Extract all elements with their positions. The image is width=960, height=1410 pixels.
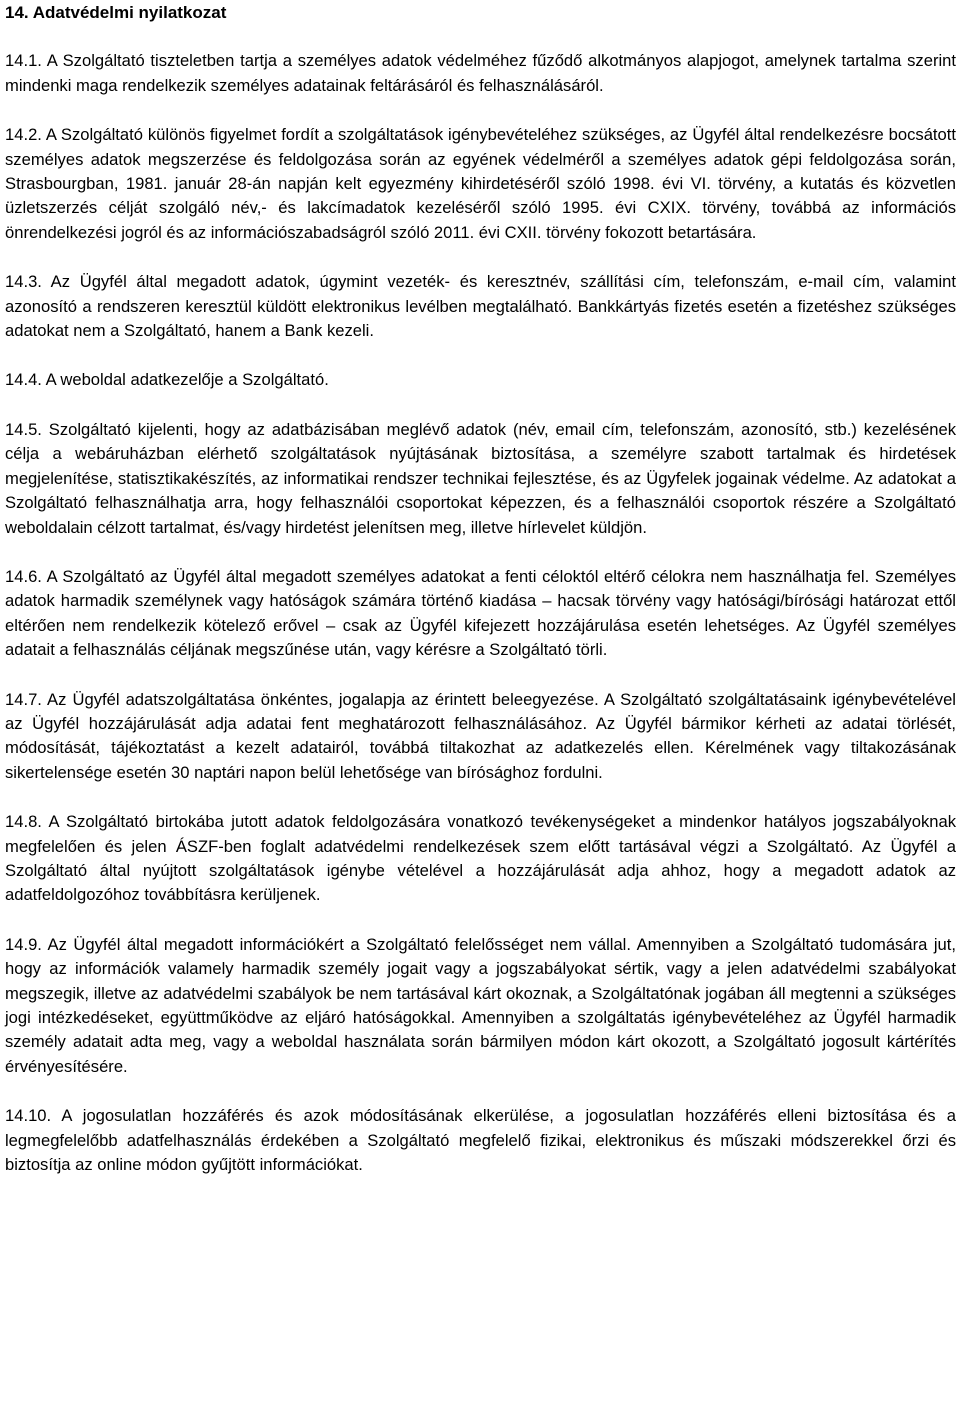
paragraph-14-7: 14.7. Az Ügyfél adatszolgáltatása önkéntes, jogalapja az érintett beleegyezése. A Szolgáltató szolgáltatásaink igénybevételével az Ügyfél hozzájárulását adja adatai fent meghatározott felhasználásához. Az Ügyfél bármikor kérheti az adatai törlését, módosítását, tájékoztatást a kezelt adatairól, továbbá tiltakozhat az adatkezelés ellen. Kérelmének vagy tiltakozásának sikertelensége esetén 30 naptári napon belül lehetősége van bírósághoz fordulni. [5, 689, 956, 782]
paragraph-14-4: 14.4. A weboldal adatkezelője a Szolgáltató. [5, 370, 329, 390]
paragraph-14-8: 14.8. A Szolgáltató birtokába jutott adatok feldolgozására vonatkozó tevékenységeket a mindenkor hatályos jogszabályoknak megfelelően és jelen ÁSZF-ben foglalt adatvédelmi rendelkezések szem előtt tartásával végzi a Szolgáltató. Az Ügyfél a Szolgáltató által nyújtott szolgáltatások igénybe vételével a hozzájárulását adja ahhoz, hogy a megadott adatok az adatfeldolgozóhoz továbbításra kerüljenek. [5, 812, 956, 905]
paragraph-14-9: 14.9. Az Ügyfél által megadott információkért a Szolgáltató felelősséget nem vállal. Amennyiben a Szolgáltató tudomására jut, hogy az információk valamely harmadik személy jogait vagy a jogszabályokat sértik, vagy a jelen adatvédelmi szabályokat megszegik, illetve az adatvédelmi szabályok be nem tartásával kárt okoznak, a Szolgáltatónak jogában áll megtenni a szükséges jogi intézkedéseket, együttműködve az eljáró hatóságokkal. Amennyiben a szolgáltatás igénybevételéhez az Ügyfél harmadik személy adatait adta meg, vagy a weboldal használata során bármilyen módon kárt okozott, a Szolgáltató jogosult kártérítés érvényesítésére. [5, 934, 956, 1076]
paragraph-14-2: 14.2. A Szolgáltató különös figyelmet fordít a szolgáltatások igénybevételéhez szükséges, az Ügyfél által rendelkezésre bocsátott személyes adatok megszerzése és feldolgozása során az egyének védelméről a személyes adatok gépi feldolgozása során, Strasbourgban, 1981. január 28-án napján kelt egyezmény kihirdetéséről szóló 1998. évi VI. törvény, a kutatás és közvetlen üzletszerzés célját szolgáló név,- és lakcímadatok kezeléséről szóló 1995. évi CXIX. törvény, továbbá az információs önrendelkezési jogról és az információszabadságról szóló 2011. évi CXII. törvény fokozott betartására. [5, 125, 956, 242]
paragraph-14-3: 14.3. Az Ügyfél által megadott adatok, úgymint vezeték- és keresztnév, szállítási cím, telefonszám, e-mail cím, valamint azonosító a rendszeren keresztül küldött elektronikus levélben megtalálható. Bankkártyás fizetés esetén a fizetéshez szükséges adatokat nem a Szolgáltató, hanem a Bank kezeli. [5, 272, 956, 341]
paragraph-14-1: 14.1. A Szolgáltató tiszteletben tartja a személyes adatok védelméhez fűződő alkotmányos alapjogot, amelynek tartalma szerint mindenki maga rendelkezik személyes adatainak feltárásáról és felhasználásáról. [5, 51, 956, 95]
paragraph-14-10: 14.10. A jogosulatlan hozzáférés és azok módosításának elkerülése, a jogosulatlan hozzáférés elleni biztosítása és a legmegfelelőbb adatfelhasználás érdekében a Szolgáltató megfelelő fizikai, elektronikus és műszaki módszerekkel őrzi és biztosítja az online módon gyűjtött információkat. [5, 1106, 956, 1175]
paragraph-14-6: 14.6. A Szolgáltató az Ügyfél által megadott személyes adatokat a fenti céloktól eltérő célokra nem használhatja fel. Személyes adatok harmadik személynek vagy hatóságok számára történő kiadása – hacsak törvény vagy hatósági/bírósági határozat ettől eltérően nem rendelkezik kötelező erővel – csak az Ügyfél kifejezett hozzájárulása esetén lehetséges. Az Ügyfél személyes adatait a felhasználás céljának megszűnése után, vagy kérésre a Szolgáltató törli. [5, 566, 956, 660]
paragraph-14-5: 14.5. Szolgáltató kijelenti, hogy az adatbázisában meglévő adatok (név, email cím, telefonszám, azonosító, stb.) kezelésének célja a webáruházban elérhető szolgáltatások nyújtásának biztosítása, a személyre szabott tartalmak és hirdetések megjelenítése, statisztikakészítés, az informatikai rendszer technikai fejlesztése, és az Ügyfelek jogainak védelme. Az adatokat a Szolgáltató felhasználhatja arra, hogy felhasználói csoportokat képezzen, és a felhasználói csoportok részére a Szolgáltató weboldalain célzott tartalmat, és/vagy hirdetést jelenítsen meg, illetve hírlevelet küldjön. [5, 419, 956, 537]
section-heading: 14. Adatvédelmi nyilatkozat [5, 3, 227, 22]
